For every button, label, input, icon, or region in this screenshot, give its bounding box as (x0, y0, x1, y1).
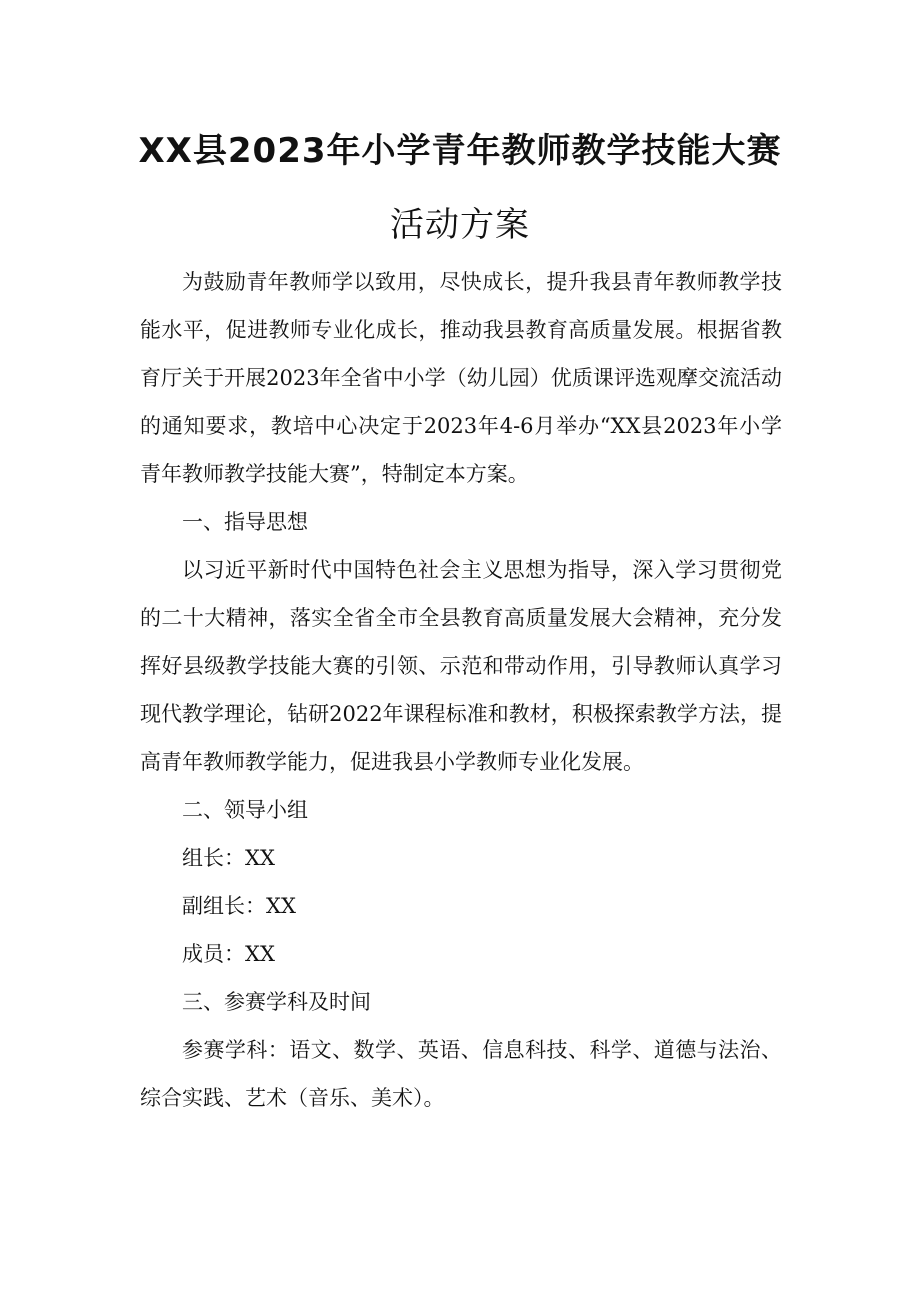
section-heading-guiding-ideology: 一、指导思想 (182, 510, 308, 534)
guiding-ideology-paragraph: 以习近平新时代中国特色社会主义思想为指导，深入学习贯彻党的二十大精神，落实全省全市全县教育高质量发展大会精神，充分发挥好县级教学技能大赛的引领、示范和带动作用，引导教师认真学习现代教学理论，钻研2022年课程标准和教材，积极探索教学方法，提高青年教师教学能力，促进我县小学教师专业化发展。 (140, 558, 782, 774)
leader-line: 组长：XX (182, 846, 275, 870)
intro-paragraph: 为鼓励青年教师学以致用，尽快成长，提升我县青年教师教学技能水平，促进教师专业化成长，推动我县教育高质量发展。根据省教育厅关于开展2023年全省中小学（幼儿园）优质课评选观摩交流活动的通知要求，教培中心决定于2023年4-6月举办“XX县2023年小学青年教师教学技能大赛”，特制定本方案。 (140, 270, 782, 486)
document-title: XX县2023年小学青年教师教学技能大赛 (138, 131, 782, 171)
document-body (140, 258, 782, 1122)
subjects-paragraph: 参赛学科：语文、数学、英语、信息科技、科学、道德与法治、综合实践、艺术（音乐、美术）。 (140, 1038, 782, 1110)
deputy-leader-line: 副组长：XX (182, 894, 296, 918)
members-line: 成员：XX (182, 942, 275, 966)
document-subtitle: 活动方案 (390, 205, 530, 245)
section-heading-leadership-group: 二、领导小组 (182, 798, 308, 822)
section-heading-subjects-time: 三、参赛学科及时间 (182, 990, 371, 1014)
